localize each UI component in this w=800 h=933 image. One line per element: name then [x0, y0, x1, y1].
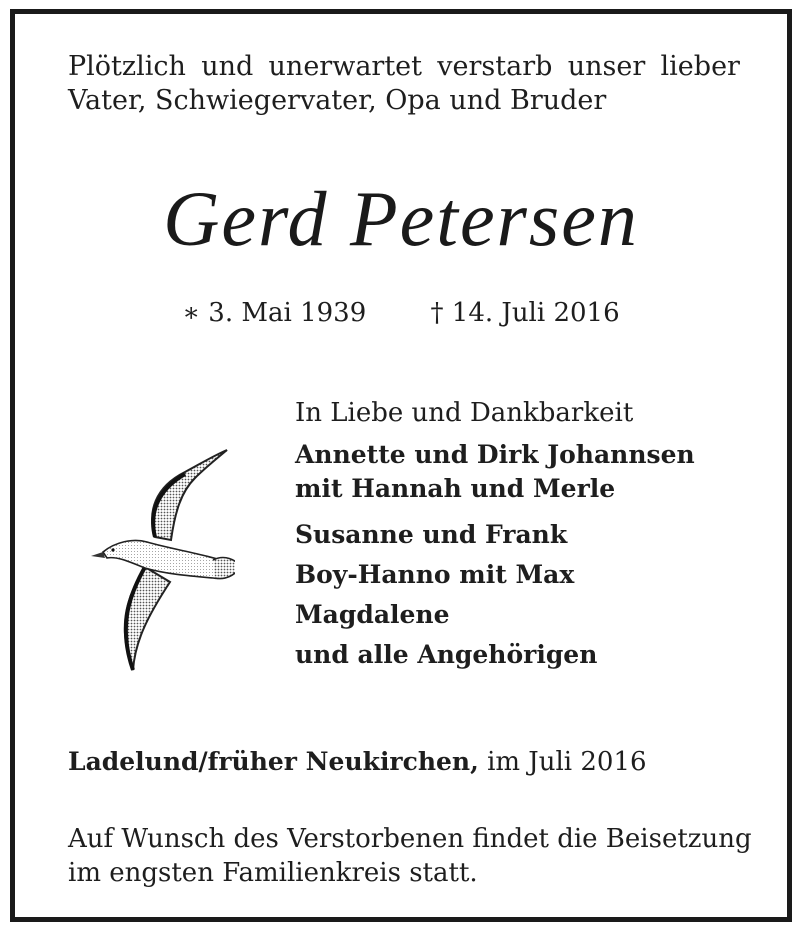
- intro-word: unerwartet: [268, 51, 423, 82]
- family-member: Boy-Hanno mit Max: [295, 560, 575, 589]
- family-list: [295, 394, 695, 675]
- intro-text: [68, 50, 740, 118]
- place-and-date: [68, 747, 647, 777]
- birth-date: ∗ 3. Mai 1939: [182, 298, 367, 328]
- burial-line-1: Auf Wunsch des Verstorbenen findet die Beisetzung: [68, 824, 752, 854]
- deceased-name: Gerd Petersen: [163, 175, 639, 262]
- intro-word: unser: [567, 51, 646, 82]
- family-intro: In Liebe und Dankbarkeit: [295, 398, 634, 428]
- death-date: † 14. Juli 2016: [430, 298, 620, 328]
- notice-date: im Juli 2016: [487, 747, 647, 777]
- family-member: Annette und Dirk Johannsen: [295, 440, 695, 469]
- family-member: mit Hannah und Merle: [295, 474, 616, 503]
- family-member: und alle Angehörigen: [295, 640, 598, 669]
- intro-word: verstarb: [437, 51, 553, 82]
- burial-note: [68, 822, 752, 890]
- family-member: Susanne und Frank: [295, 520, 568, 549]
- location: Ladelund/früher Neukirchen,: [68, 747, 479, 776]
- intro-word: und: [201, 51, 254, 82]
- burial-line-2: im engsten Familienkreis statt.: [68, 858, 478, 888]
- seagull-icon: [85, 442, 235, 686]
- life-dates: [15, 298, 787, 328]
- intro-line-2: Vater, Schwiegervater, Opa und Bruder: [68, 85, 607, 116]
- obituary-notice: [10, 9, 792, 922]
- family-member: Magdalene: [295, 600, 450, 629]
- intro-word: lieber: [660, 51, 740, 82]
- intro-word: Plötzlich: [68, 51, 186, 82]
- intro-line-1: [68, 50, 740, 84]
